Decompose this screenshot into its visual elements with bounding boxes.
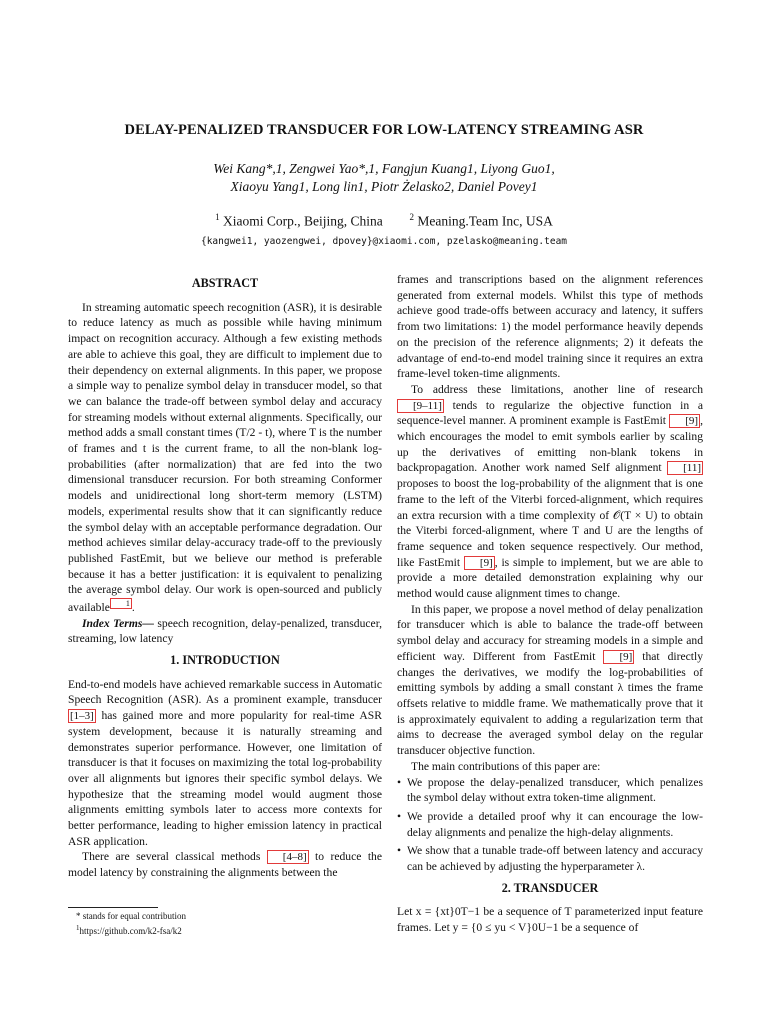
citation-link[interactable]: [4–8] — [267, 850, 309, 864]
intro-p1-text-a: End-to-end models have achieved remarkable success in Automatic Speech Recognition (ASR). As a prominent example, transducer — [68, 677, 382, 707]
affiliation-2: Meaning.Team Inc, USA — [417, 213, 553, 229]
intro-p2-text-b: to reduce the model latency by constraining the alignments between the — [68, 850, 383, 880]
abstract-text — [68, 300, 382, 616]
contributions-intro: The main contributions of this paper are: — [411, 759, 601, 773]
right-p3-text-a: In this paper, we propose a novel method of delay penalization for transducer which is able to balance the trade-off between symbol delay and accuracy for streaming models in a simple and efficient way. Different from FastEmit — [397, 602, 703, 663]
contribution-item: • We provide a detailed proof why it can encourage the low-delay alignments and penalize the high-delay alignments. — [397, 809, 703, 840]
right-column — [397, 272, 703, 936]
intro-heading: 1. INTRODUCTION — [170, 653, 280, 668]
right-p2-text-c: , which encourages the model to emit symbols earlier by scaling up the derivatives of emitting non-blank tokens in backpropagation. Another work named Self alignment — [397, 414, 703, 475]
index-terms — [68, 616, 382, 647]
affiliation-2-number: 2 — [409, 212, 414, 222]
index-terms-text: speech recognition, delay-penalized, transducer, streaming, low latency — [68, 616, 382, 646]
authors-line-2: Xiaoyu Yang1, Long lin1, Piotr Żelasko2, Daniel Povey1 — [230, 179, 538, 194]
authors-line-1: Wei Kang*,1, Zengwei Yao*,1, Fangjun Kuang1, Liyong Guo1, — [213, 161, 555, 176]
intro-paragraph-1 — [68, 677, 382, 850]
index-terms-label: Index Terms— — [82, 616, 154, 630]
affiliation-1-number: 1 — [215, 212, 220, 222]
right-p2-text-b: tends to regularize the objective function in a sequence-level manner. A prominent example is FastEmit — [397, 398, 703, 428]
citation-link[interactable]: [9] — [603, 650, 634, 664]
citation-link[interactable]: [1–3] — [70, 710, 94, 723]
paper-title: DELAY-PENALIZED TRANSDUCER FOR LOW-LATENCY STREAMING ASR — [124, 122, 644, 138]
intro-p2-text-a: There are several classical methods — [82, 850, 267, 864]
right-p2-text-e: , is simple to implement, but we are able to provide a more detailed demonstration explaining why our method would cause alignment times to change. — [397, 555, 703, 601]
contributions-list — [397, 775, 703, 875]
right-paragraph-1: frames and transcriptions based on the alignment references generated from external models. Whilst this type of methods achieve good trade-offs between accuracy and latency, it suffers from two limitations: 1) the model performance heavily depends on the precision of the reference alignments; 2) it defeats the advantage of end-to-end model training since it requires an extra frame-level token-time alignments. — [397, 273, 703, 381]
footnote-divider — [68, 907, 158, 908]
footnote-number: 1 — [76, 924, 80, 932]
abstract-heading: ABSTRACT — [191, 276, 259, 290]
affiliations — [0, 212, 768, 230]
citation-link[interactable]: [9] — [669, 414, 700, 428]
right-p2-text-a: To address these limitations, another line of research — [411, 382, 703, 396]
right-p3-text-b: that directly changes the derivatives, we modify the log-probabilities of emitting symbols by adding a small constant λ times the frame offsets relative to middle frame. We mathematically prove that it is approximately equivalent to adding a regularization term that aims to decrease the averaged symbol delay on the regular transducer objective function. — [397, 649, 704, 758]
author-list — [0, 160, 768, 196]
affiliation-1: Xiaomi Corp., Beijing, China — [222, 213, 383, 229]
abstract-body: In streaming automatic speech recognition (ASR), it is desirable to reduce latency as much as possible while having minimum impact on recognition accuracy. Although a few existing methods are able to achieve this goal, they are difficult to implement due to their dependency on external alignments. In this paper, we propose a simple way to penalize symbol delay in transducer model, so that we can balance the trade-off between symbol delay and accuracy for streaming models without external alignments. Specifically, our method adds a small constant times (T/2 - t), where T is the number of frames and t is the current frame, to all the non-blank log-probabilities (after normalization) that are fed into the two dimensional transducer recursion. For both streaming Conformer models and unidirectional long short-term memory (LSTM) models, experimental results show that it can significantly reduce the symbol delay with an acceptable performance degradation. Our method achieves similar delay-accuracy trade-off to the previously published FastEmit, but we believe our method is preferable because it has a better justification: it is equivalent to penalizing the average symbol delay. Our work is open-sourced and publicly available — [68, 300, 382, 614]
footnote-github — [76, 922, 376, 937]
github-link[interactable]: https://github.com/k2-fsa/k2 — [79, 926, 182, 936]
left-column — [68, 272, 382, 881]
intro-paragraph-2 — [68, 849, 382, 880]
contribution-item: • We propose the delay-penalized transducer, which penalizes the symbol delay without extra token-time alignment. — [397, 775, 703, 806]
footnote-equal-contribution: * stands for equal contribution — [76, 911, 186, 921]
transducer-heading: 2. TRANSDUCER — [501, 880, 599, 895]
author-emails: {kangwei1, yaozengwei, dpovey}@xiaomi.com, pzelasko@meaning.team — [200, 236, 568, 247]
intro-p1-text-b: has gained more and more popularity for real-time ASR system development, because it is naturally streaming and demonstrates superior performance. However, one limitation of transducer is that it focuses on maximizing the total log-probability over all alignments but ignores their specific symbol delays. We hypothesize that the streaming model would augment those alignments emitting symbols later to access more contexts for better performance, leading to higher emission latency in practical ASR application. — [68, 709, 382, 848]
citation-link[interactable]: [9–11] — [397, 399, 444, 413]
transducer-paragraph: Let x = {xt}0T−1 be a sequence of T parameterized input feature frames. Let y = {0 ≤ yu < V}0U−1 be a sequence of — [397, 905, 703, 935]
citation-link[interactable]: [11] — [667, 461, 703, 475]
abstract-footnote-link[interactable]: 1 — [110, 598, 132, 609]
abstract-end: . — [131, 600, 135, 614]
right-paragraph-2 — [397, 382, 703, 602]
right-p2-text-d: proposes to boost the log-probability of the alignment that is one frame to the left of the Viterbi forced-alignment, which requires an extra recursion with a time complexity of 𝒪(T × U) to obtain the Viterbi forced-alignment, where T and U are the lengths of frame sequence and token sequence respectively. Our method, like FastEmit — [397, 477, 703, 569]
footnotes — [76, 910, 376, 937]
contribution-item: • We show that a tunable trade-off between latency and accuracy can be achieved by adjusting the hyperparameter λ. — [397, 843, 703, 874]
citation-link[interactable]: [9] — [464, 556, 495, 570]
right-paragraph-3 — [397, 602, 703, 759]
